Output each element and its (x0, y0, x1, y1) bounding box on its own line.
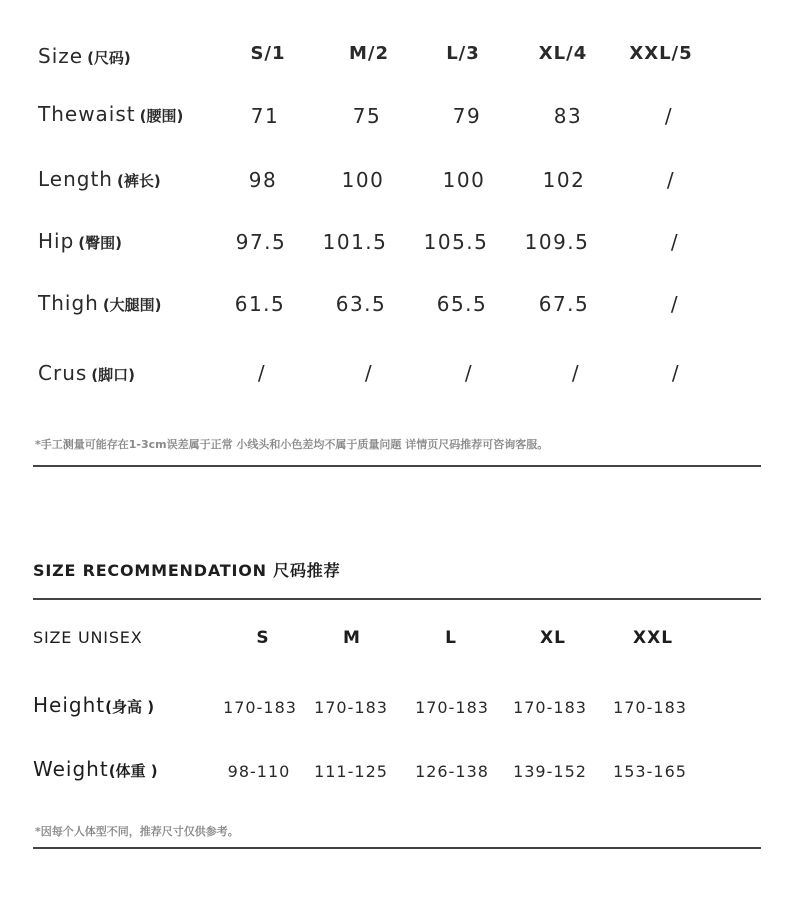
row-label-height-en: Height (33, 693, 106, 717)
weight-value: 111-125 (314, 762, 388, 781)
recommendation-note: *因每个人体型不同，推荐尺寸仅供参考。 (35, 825, 239, 838)
divider (33, 465, 761, 467)
rec-col-l: L (445, 628, 457, 648)
row-label-thigh (38, 291, 162, 315)
hip-value: 97.5 (235, 230, 287, 254)
crus-value: / (571, 361, 581, 385)
length-value: 100 (442, 168, 486, 192)
size-header-label-cn: (尺码) (87, 49, 131, 67)
thigh-value: 65.5 (436, 292, 488, 316)
length-value: 102 (542, 168, 586, 192)
row-label-length-cn: (裤长) (116, 172, 161, 190)
row-label-weight (33, 757, 158, 781)
row-label-length-en: Length (38, 167, 113, 191)
row-label-thigh-cn: (大腿围) (102, 296, 162, 314)
thigh-value: / (670, 292, 680, 316)
weight-value: 139-152 (513, 762, 587, 781)
row-label-waist (38, 102, 183, 126)
weight-value: 153-165 (613, 762, 687, 781)
height-value: 170-183 (513, 698, 587, 717)
crus-value: / (257, 361, 267, 385)
crus-value: / (464, 361, 474, 385)
rec-col-m: M (343, 628, 361, 648)
waist-value: 71 (250, 104, 280, 128)
divider (33, 598, 761, 600)
weight-value: 126-138 (415, 762, 489, 781)
row-label-hip-en: Hip (38, 229, 75, 253)
thigh-value: 61.5 (234, 292, 286, 316)
waist-value: 83 (553, 104, 583, 128)
height-value: 170-183 (223, 698, 297, 717)
row-label-height (33, 693, 154, 717)
crus-value: / (671, 361, 681, 385)
row-label-crus (38, 361, 135, 385)
measurement-note: *手工测量可能存在1-3cm误差属于正常 小线头和小色差均不属于质量问题 详情页尺码推荐可咨询客服。 (35, 438, 549, 451)
length-value: 98 (248, 168, 278, 192)
thigh-value: 67.5 (538, 292, 590, 316)
size-header-label-en: Size (38, 44, 84, 68)
waist-value: / (664, 104, 674, 128)
waist-value: 75 (352, 104, 382, 128)
row-label-hip (38, 229, 122, 253)
row-label-hip-cn: (臀围) (78, 234, 123, 252)
row-label-length (38, 167, 161, 191)
hip-value: 101.5 (322, 230, 388, 254)
size-col-xl: XL/4 (538, 43, 588, 64)
row-label-crus-en: Crus (38, 361, 88, 385)
length-value: 100 (341, 168, 385, 192)
hip-value: / (670, 230, 680, 254)
unisex-header-label: SIZE UNISEX (33, 628, 143, 647)
waist-value: 79 (452, 104, 482, 128)
row-label-crus-cn: (脚口) (91, 366, 136, 384)
row-label-weight-cn: (体重 ) (108, 762, 158, 780)
size-header-label (38, 44, 131, 68)
rec-col-s: S (256, 628, 270, 648)
height-value: 170-183 (314, 698, 388, 717)
row-label-waist-en: Thewaist (38, 102, 136, 126)
height-value: 170-183 (613, 698, 687, 717)
rec-col-xl: XL (540, 628, 566, 648)
weight-value: 98-110 (227, 762, 291, 781)
divider (33, 847, 761, 849)
row-label-weight-en: Weight (33, 757, 109, 781)
height-value: 170-183 (415, 698, 489, 717)
length-value: / (666, 168, 676, 192)
size-col-s: S/1 (250, 43, 286, 64)
hip-value: 109.5 (524, 230, 590, 254)
thigh-value: 63.5 (335, 292, 387, 316)
hip-value: 105.5 (423, 230, 489, 254)
row-label-waist-cn: (腰围) (139, 107, 184, 125)
row-label-height-cn: (身高 ) (105, 698, 155, 716)
size-col-xxl: XXL/5 (629, 43, 693, 64)
crus-value: / (364, 361, 374, 385)
size-col-l: L/3 (446, 43, 480, 64)
rec-col-xxl: XXL (632, 628, 674, 648)
size-col-m: M/2 (348, 43, 390, 64)
row-label-thigh-en: Thigh (38, 291, 99, 315)
recommendation-title: SIZE RECOMMENDATION 尺码推荐 (33, 561, 341, 580)
